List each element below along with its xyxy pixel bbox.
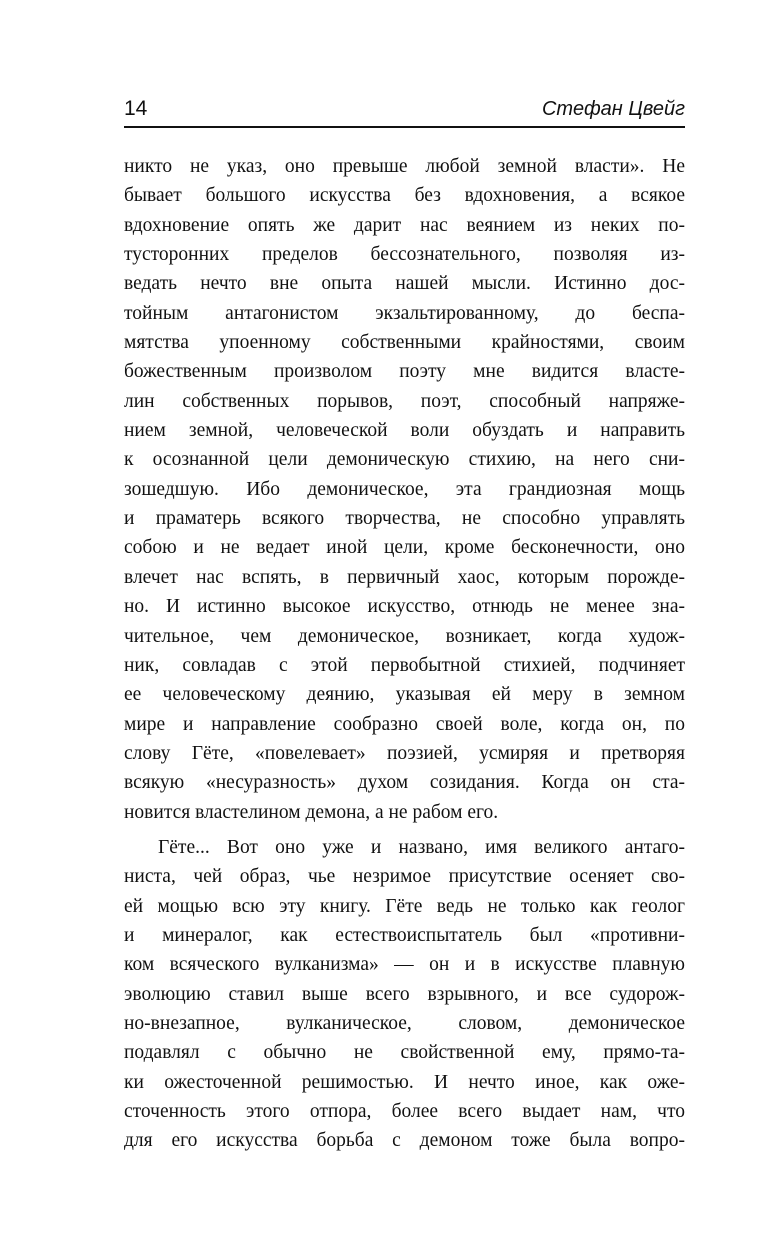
text-line: сточенность этого отпора, более всего выдает нам, что (124, 1101, 685, 1122)
text-line: для его искусства борьба с демоном тоже была вопро- (124, 1130, 685, 1152)
paragraph-1 (124, 152, 685, 827)
text-line: чительное, чем демоническое, возникает, когда худож- (124, 625, 685, 647)
paragraph-2 (124, 833, 685, 1156)
text-line: новится властелином демона, а не рабом его. (124, 801, 499, 823)
text-line: никто не указ, оно превыше любой земной власти». Не (124, 156, 685, 177)
text-line: эволюцию ставил выше всего взрывного, и все судорож- (124, 983, 685, 1005)
text-line: слову Гёте, «повелевает» поэзией, усмиряя и претворяя (124, 742, 685, 764)
text-line: мятства упоенному собственными крайностями, своим (124, 332, 685, 354)
text-line: тойным антагонистом экзальтированному, до беспа- (124, 302, 685, 324)
text-line: тусторонних пределов бессознательного, позволяя из- (124, 244, 685, 266)
text-line: влечет нас вспять, в первичный хаос, которым порожде- (124, 566, 685, 588)
running-head-author: Стефан Цвейг (541, 98, 685, 120)
text-line: Гёте... Вот оно уже и названо, имя великого антаго- (158, 836, 685, 858)
text-line: и праматерь всякого творчества, не способно управлять (124, 508, 685, 530)
text-line: лин собственных порывов, поэт, способный напряже- (124, 390, 685, 412)
text-line: и минералог, как естествоиспытатель был «противни- (124, 924, 685, 946)
text-line: к осознанной цели демоническую стихию, на него сни- (124, 449, 685, 471)
text-line: ведать нечто вне опыта нашей мысли. Истинно дос- (124, 273, 685, 295)
text-line: божественным произволом поэту мне видится властe- (124, 361, 685, 383)
text-line: всякую «несуразность» духом созидания. Когда он ста- (124, 772, 685, 794)
body-text (124, 152, 685, 1156)
text-line: но-внезапное, вулканическое, словом, демоническое (124, 1012, 685, 1034)
text-line: ей мощью всю эту книгу. Гёте ведь не только как геолог (124, 895, 685, 917)
text-line: ки ожесточенной решимостью. И нечто иное, как оже- (124, 1071, 685, 1093)
text-line: бывает большого искусства без вдохновения, а всякое (124, 185, 685, 207)
text-line: ее человеческому деянию, указывая ей меру в земном (124, 684, 685, 706)
text-line: ком всяческого вулканизма» — он и в искусстве плавную (124, 954, 685, 976)
text-line: ник, совладав с этой первобытной стихией, подчиняет (124, 654, 685, 676)
text-line: вдохновение опять же дарит нас веянием из неких по- (124, 214, 685, 236)
page-number: 14 (124, 97, 148, 120)
text-line: подавлял с обычно не свойственной ему, прямо-та- (124, 1042, 685, 1064)
page-header (124, 96, 685, 128)
text-line: собою и не ведает иной цели, кроме бесконечности, оно (124, 537, 685, 559)
text-line: но. И истинно высокое искусство, отнюдь не менее зна- (124, 596, 685, 618)
text-line: ниста, чей образ, чье незримое присутствие осеняет сво- (124, 866, 685, 888)
text-line: мире и направление сообразно своей воле, когда он, по (124, 713, 685, 735)
text-line: зошедшую. Ибо демоническое, эта грандиозная мощь (124, 478, 685, 500)
text-line: нием земной, человеческой воли обуздать и направить (124, 420, 685, 442)
